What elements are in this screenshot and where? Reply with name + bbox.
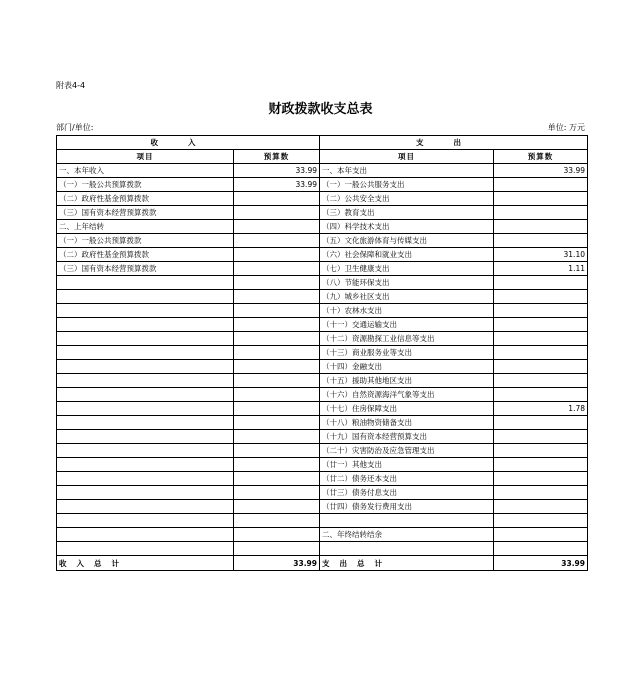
totals-row <box>57 556 588 571</box>
table-row <box>57 486 588 500</box>
expense-amount-cell: 33.99 <box>494 164 588 178</box>
table-row <box>57 262 588 276</box>
income-item-cell <box>57 486 234 500</box>
table-row <box>57 444 588 458</box>
income-amount-cell <box>234 360 320 374</box>
table-row <box>57 402 588 416</box>
table-row <box>57 290 588 304</box>
income-item-cell <box>57 304 234 318</box>
income-amount-cell <box>234 234 320 248</box>
income-item-cell <box>57 276 234 290</box>
income-amount-cell <box>234 192 320 206</box>
table-row <box>57 500 588 514</box>
income-section-header: 收入 <box>57 136 320 150</box>
expense-amount-cell <box>494 332 588 346</box>
income-item-cell: （三）国有资本经营预算拨款 <box>57 262 234 276</box>
expense-item-cell: （九）城乡社区支出 <box>320 290 494 304</box>
income-total-label: 收入总计 <box>57 556 234 571</box>
expense-item-cell: （十四）金融支出 <box>320 360 494 374</box>
table-row <box>57 514 588 528</box>
income-amount-cell <box>234 458 320 472</box>
income-amount-cell <box>234 500 320 514</box>
expense-item-cell: （十八）粮油物资储备支出 <box>320 416 494 430</box>
income-amount-cell <box>234 374 320 388</box>
table-row <box>57 430 588 444</box>
table-row <box>57 304 588 318</box>
expense-amount-cell <box>494 458 588 472</box>
expense-amount-cell <box>494 206 588 220</box>
expense-item-cell: （廿一）其他支出 <box>320 458 494 472</box>
income-item-cell <box>57 318 234 332</box>
expense-item-cell: （三）教育支出 <box>320 206 494 220</box>
income-item-cell <box>57 430 234 444</box>
expense-amount-cell <box>494 360 588 374</box>
table-row <box>57 416 588 430</box>
expense-amount-cell <box>494 234 588 248</box>
expense-item-header: 项目 <box>320 150 494 164</box>
section-header-row <box>57 136 588 150</box>
table-row <box>57 164 588 178</box>
income-item-cell: （一）一般公共预算拨款 <box>57 234 234 248</box>
expense-amount-cell <box>494 542 588 556</box>
table-row <box>57 234 588 248</box>
expense-item-cell: （十二）资源勘探工业信息等支出 <box>320 332 494 346</box>
income-item-cell <box>57 444 234 458</box>
income-amount-cell <box>234 290 320 304</box>
table-row <box>57 388 588 402</box>
expense-item-cell: （十六）自然资源海洋气象等支出 <box>320 388 494 402</box>
income-item-cell <box>57 416 234 430</box>
income-item-cell <box>57 374 234 388</box>
table-row <box>57 178 588 192</box>
income-item-cell <box>57 514 234 528</box>
expense-amount-cell <box>494 486 588 500</box>
income-amount-cell <box>234 332 320 346</box>
page-title: 财政拨款收支总表 <box>268 102 373 117</box>
expense-item-cell <box>320 542 494 556</box>
expense-amount-cell <box>494 290 588 304</box>
expense-amount-cell <box>494 178 588 192</box>
income-item-cell <box>57 500 234 514</box>
expense-amount-cell <box>494 388 588 402</box>
income-item-cell <box>57 290 234 304</box>
table-row <box>57 318 588 332</box>
income-amount-cell <box>234 276 320 290</box>
column-header-row <box>57 150 588 164</box>
expense-amount-cell <box>494 304 588 318</box>
income-amount-cell: 33.99 <box>234 164 320 178</box>
income-item-cell: 一、本年收入 <box>57 164 234 178</box>
expense-item-cell <box>320 514 494 528</box>
income-amount-cell <box>234 388 320 402</box>
expense-item-cell: （二）公共安全支出 <box>320 192 494 206</box>
expense-item-cell: （廿二）债务还本支出 <box>320 472 494 486</box>
expense-amount-cell: 1.11 <box>494 262 588 276</box>
income-amount-header: 预算数 <box>234 150 320 164</box>
unit-label: 单位: 万元 <box>547 123 585 132</box>
table-row <box>57 192 588 206</box>
expense-amount-cell <box>494 318 588 332</box>
table-row <box>57 458 588 472</box>
income-item-cell: （二）政府性基金预算拨款 <box>57 192 234 206</box>
expense-amount-cell <box>494 374 588 388</box>
income-item-cell: （一）一般公共预算拨款 <box>57 178 234 192</box>
income-amount-cell <box>234 346 320 360</box>
income-item-cell <box>57 346 234 360</box>
income-item-cell <box>57 458 234 472</box>
expense-amount-cell <box>494 276 588 290</box>
income-amount-cell <box>234 528 320 542</box>
budget-table <box>56 135 588 571</box>
expense-item-cell: （一）一般公共服务支出 <box>320 178 494 192</box>
income-amount-cell <box>234 416 320 430</box>
income-amount-cell <box>234 472 320 486</box>
income-item-cell <box>57 360 234 374</box>
income-amount-cell <box>234 318 320 332</box>
income-amount-cell <box>234 402 320 416</box>
expense-item-cell: （五）文化旅游体育与传媒支出 <box>320 234 494 248</box>
income-amount-cell <box>234 486 320 500</box>
table-row <box>57 360 588 374</box>
table-row <box>57 206 588 220</box>
expense-item-cell: 一、本年支出 <box>320 164 494 178</box>
income-item-cell <box>57 402 234 416</box>
expense-amount-header: 预算数 <box>494 150 588 164</box>
income-item-cell <box>57 388 234 402</box>
income-amount-cell <box>234 220 320 234</box>
income-item-cell <box>57 528 234 542</box>
table-row <box>57 248 588 262</box>
income-item-cell: （二）政府性基金预算拨款 <box>57 248 234 262</box>
expense-item-cell: （十三）商业服务业等支出 <box>320 346 494 360</box>
attachment-label: 附表4-4 <box>56 81 86 90</box>
expense-amount-cell <box>494 514 588 528</box>
table-row <box>57 346 588 360</box>
income-amount-cell <box>234 206 320 220</box>
expense-item-cell: （十五）援助其他地区支出 <box>320 374 494 388</box>
table-row <box>57 332 588 346</box>
income-item-cell <box>57 332 234 346</box>
income-amount-cell: 33.99 <box>234 178 320 192</box>
expense-amount-cell <box>494 528 588 542</box>
expense-item-cell: （十七）住房保障支出 <box>320 402 494 416</box>
income-item-cell <box>57 542 234 556</box>
income-item-cell: 二、上年结转 <box>57 220 234 234</box>
expense-amount-cell <box>494 500 588 514</box>
expense-item-cell: （十一）交通运输支出 <box>320 318 494 332</box>
income-amount-cell <box>234 542 320 556</box>
table-row <box>57 542 588 556</box>
table-row <box>57 276 588 290</box>
expense-item-cell: （廿三）债务付息支出 <box>320 486 494 500</box>
income-amount-cell <box>234 430 320 444</box>
income-amount-cell <box>234 304 320 318</box>
expense-section-header: 支出 <box>320 136 588 150</box>
expense-amount-cell <box>494 444 588 458</box>
expense-item-cell: （四）科学技术支出 <box>320 220 494 234</box>
expense-amount-cell <box>494 346 588 360</box>
expense-amount-cell <box>494 472 588 486</box>
income-item-header: 项目 <box>57 150 234 164</box>
department-label: 部门/单位: <box>56 123 94 132</box>
expense-item-cell: （六）社会保障和就业支出 <box>320 248 494 262</box>
expense-item-cell: （廿四）债务发行费用支出 <box>320 500 494 514</box>
expense-amount-cell <box>494 430 588 444</box>
table-row <box>57 472 588 486</box>
expense-amount-cell: 31.10 <box>494 248 588 262</box>
expense-item-cell: （七）卫生健康支出 <box>320 262 494 276</box>
expense-item-cell: （二十）灾害防治及应急管理支出 <box>320 444 494 458</box>
table-row <box>57 220 588 234</box>
income-amount-cell <box>234 262 320 276</box>
income-total-value: 33.99 <box>234 556 320 571</box>
expense-item-cell: （十）农林水支出 <box>320 304 494 318</box>
table-row <box>57 528 588 542</box>
table-row <box>57 374 588 388</box>
expense-item-cell: （十九）国有资本经营预算支出 <box>320 430 494 444</box>
income-item-cell: （三）国有资本经营预算拨款 <box>57 206 234 220</box>
expense-item-cell: （八）节能环保支出 <box>320 276 494 290</box>
income-amount-cell <box>234 514 320 528</box>
income-amount-cell <box>234 444 320 458</box>
expense-amount-cell <box>494 192 588 206</box>
income-amount-cell <box>234 248 320 262</box>
income-item-cell <box>57 472 234 486</box>
expense-amount-cell <box>494 416 588 430</box>
expense-total-label: 支出总计 <box>320 556 494 571</box>
expense-amount-cell <box>494 220 588 234</box>
expense-item-cell: 二、年终结转结余 <box>320 528 494 542</box>
expense-total-value: 33.99 <box>494 556 588 571</box>
expense-amount-cell: 1.78 <box>494 402 588 416</box>
